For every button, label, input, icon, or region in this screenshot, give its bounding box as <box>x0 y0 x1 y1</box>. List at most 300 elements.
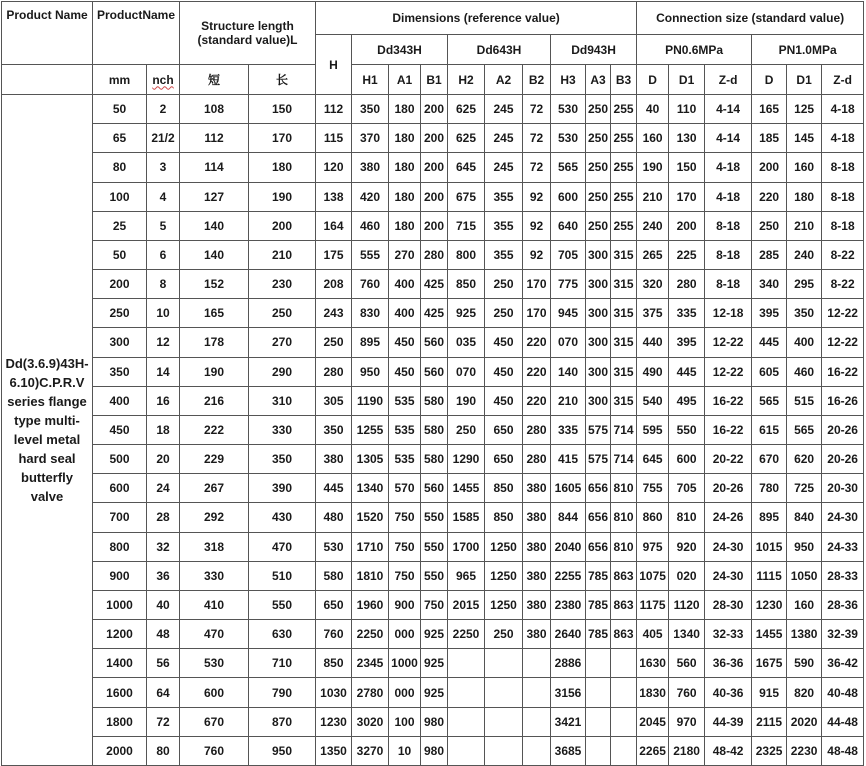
cell-a2: 250 <box>485 270 523 299</box>
cell-h: 115 <box>316 124 352 153</box>
cell-d1-pn06: 170 <box>669 182 705 211</box>
cell-length-long: 180 <box>249 153 316 182</box>
cell-b1: 980 <box>421 707 448 736</box>
cell-h2: 715 <box>448 211 485 240</box>
cell-a1: 750 <box>389 532 421 561</box>
cell-a2: 245 <box>485 124 523 153</box>
cell-b1: 560 <box>421 474 448 503</box>
cell-length-short: 330 <box>180 561 249 590</box>
cell-size-inch: 8 <box>147 270 180 299</box>
cell-h1: 2780 <box>352 678 389 707</box>
cell-a2: 450 <box>485 357 523 386</box>
cell-b2: 220 <box>523 357 551 386</box>
cell-h1: 460 <box>352 211 389 240</box>
cell-length-short: 190 <box>180 357 249 386</box>
cell-zd-pn10: 20-26 <box>822 445 864 474</box>
cell-d-pn06: 860 <box>637 503 669 532</box>
cell-d-pn06: 240 <box>637 211 669 240</box>
cell-zd-pn10: 16-26 <box>822 386 864 415</box>
cell-d1-pn06: 150 <box>669 153 705 182</box>
cell-zd-pn06: 44-39 <box>705 707 752 736</box>
header-d: D <box>637 65 669 95</box>
cell-h3: 2255 <box>551 561 586 590</box>
cell-d1-pn06: 550 <box>669 415 705 444</box>
cell-h: 760 <box>316 620 352 649</box>
cell-d-pn06: 405 <box>637 620 669 649</box>
cell-h1: 370 <box>352 124 389 153</box>
cell-d-pn10: 445 <box>752 328 787 357</box>
cell-size-mm: 350 <box>93 357 147 386</box>
cell-d-pn10: 200 <box>752 153 787 182</box>
cell-d-pn10: 1230 <box>752 590 787 619</box>
cell-size-mm: 1000 <box>93 590 147 619</box>
cell-a3 <box>586 707 611 736</box>
table-row <box>2 182 864 211</box>
cell-b2: 72 <box>523 153 551 182</box>
cell-size-mm: 50 <box>93 240 147 269</box>
cell-size-mm: 250 <box>93 299 147 328</box>
cell-d-pn10: 615 <box>752 415 787 444</box>
cell-b3: 863 <box>611 561 637 590</box>
cell-size-inch: 20 <box>147 445 180 474</box>
cell-d-pn10: 165 <box>752 95 787 124</box>
cell-length-long: 310 <box>249 386 316 415</box>
cell-d-pn06: 190 <box>637 153 669 182</box>
cell-d-pn06: 1175 <box>637 590 669 619</box>
table-row <box>2 124 864 153</box>
table-row <box>2 211 864 240</box>
cell-h2 <box>448 736 485 765</box>
cell-d-pn06: 755 <box>637 474 669 503</box>
cell-a3 <box>586 736 611 765</box>
cell-d1-pn06: 110 <box>669 95 705 124</box>
cell-b1: 550 <box>421 532 448 561</box>
cell-d1-pn10: 1380 <box>787 620 822 649</box>
cell-b3: 315 <box>611 299 637 328</box>
header-nch <box>147 65 180 95</box>
cell-a1: 570 <box>389 474 421 503</box>
cell-a1: 400 <box>389 270 421 299</box>
cell-a3: 785 <box>586 590 611 619</box>
cell-zd-pn10: 4-18 <box>822 124 864 153</box>
cell-zd-pn10: 24-33 <box>822 532 864 561</box>
table-row <box>2 240 864 269</box>
cell-length-long: 790 <box>249 678 316 707</box>
cell-b1: 560 <box>421 328 448 357</box>
cell-d1-pn06: 970 <box>669 707 705 736</box>
header-a1: A1 <box>389 65 421 95</box>
cell-b2: 220 <box>523 328 551 357</box>
cell-zd-pn10: 20-26 <box>822 415 864 444</box>
cell-a2: 250 <box>485 299 523 328</box>
cell-d1-pn10: 460 <box>787 357 822 386</box>
cell-zd-pn06: 12-18 <box>705 299 752 328</box>
cell-zd-pn06: 4-18 <box>705 182 752 211</box>
cell-d-pn06: 375 <box>637 299 669 328</box>
cell-b3 <box>611 707 637 736</box>
cell-h2: 925 <box>448 299 485 328</box>
cell-size-inch: 80 <box>147 736 180 765</box>
cell-h1: 1190 <box>352 386 389 415</box>
cell-h2: 965 <box>448 561 485 590</box>
cell-h2: 070 <box>448 357 485 386</box>
cell-zd-pn10: 12-22 <box>822 328 864 357</box>
cell-a1: 750 <box>389 503 421 532</box>
cell-zd-pn06: 40-36 <box>705 678 752 707</box>
cell-d-pn10: 395 <box>752 299 787 328</box>
cell-h2: 850 <box>448 270 485 299</box>
cell-zd-pn10: 4-18 <box>822 95 864 124</box>
cell-a1: 180 <box>389 95 421 124</box>
cell-d-pn10: 220 <box>752 182 787 211</box>
cell-b3 <box>611 649 637 678</box>
cell-b1: 980 <box>421 736 448 765</box>
cell-a3 <box>586 678 611 707</box>
cell-b1: 200 <box>421 182 448 211</box>
cell-h3: 140 <box>551 357 586 386</box>
cell-b1: 580 <box>421 415 448 444</box>
cell-length-short: 410 <box>180 590 249 619</box>
header-b3: B3 <box>611 65 637 95</box>
table-row <box>2 503 864 532</box>
cell-d-pn10: 1455 <box>752 620 787 649</box>
cell-d1-pn10: 125 <box>787 95 822 124</box>
cell-length-long: 430 <box>249 503 316 532</box>
cell-b1: 280 <box>421 240 448 269</box>
cell-length-long: 550 <box>249 590 316 619</box>
cell-h2: 1290 <box>448 445 485 474</box>
cell-a3: 785 <box>586 561 611 590</box>
cell-zd-pn06: 48-42 <box>705 736 752 765</box>
cell-size-mm: 800 <box>93 532 147 561</box>
cell-b3 <box>611 678 637 707</box>
cell-b2 <box>523 736 551 765</box>
cell-a3: 300 <box>586 270 611 299</box>
cell-b3: 714 <box>611 445 637 474</box>
cell-d1-pn10: 210 <box>787 211 822 240</box>
header-pn06: PN0.6MPa <box>637 35 752 65</box>
cell-a1: 1000 <box>389 649 421 678</box>
cell-zd-pn06: 4-14 <box>705 124 752 153</box>
cell-a1: 180 <box>389 153 421 182</box>
table-row <box>2 561 864 590</box>
header-zd-b: Z-d <box>822 65 864 95</box>
cell-h2: 1455 <box>448 474 485 503</box>
cell-d-pn06: 2045 <box>637 707 669 736</box>
cell-length-long: 150 <box>249 95 316 124</box>
table-row <box>2 386 864 415</box>
cell-b3: 255 <box>611 95 637 124</box>
cell-d-pn06: 540 <box>637 386 669 415</box>
cell-d1-pn06: 280 <box>669 270 705 299</box>
cell-length-short: 600 <box>180 678 249 707</box>
cell-h3: 210 <box>551 386 586 415</box>
cell-length-short: 530 <box>180 649 249 678</box>
cell-b1: 580 <box>421 386 448 415</box>
cell-d1-pn10: 295 <box>787 270 822 299</box>
cell-a2: 650 <box>485 445 523 474</box>
header-blank <box>2 65 93 95</box>
cell-a1: 750 <box>389 561 421 590</box>
cell-h2 <box>448 649 485 678</box>
cell-b3 <box>611 736 637 765</box>
cell-b2: 380 <box>523 590 551 619</box>
cell-length-short: 108 <box>180 95 249 124</box>
cell-zd-pn06: 16-22 <box>705 415 752 444</box>
cell-length-short: 178 <box>180 328 249 357</box>
cell-h2: 625 <box>448 95 485 124</box>
cell-zd-pn06: 24-30 <box>705 532 752 561</box>
cell-zd-pn10: 8-22 <box>822 270 864 299</box>
cell-a1: 400 <box>389 299 421 328</box>
cell-d-pn06: 160 <box>637 124 669 153</box>
cell-h2: 035 <box>448 328 485 357</box>
cell-b2: 220 <box>523 386 551 415</box>
cell-h1: 2250 <box>352 620 389 649</box>
cell-b2: 380 <box>523 503 551 532</box>
cell-size-mm: 500 <box>93 445 147 474</box>
cell-h: 243 <box>316 299 352 328</box>
cell-length-short: 127 <box>180 182 249 211</box>
cell-zd-pn10: 12-22 <box>822 299 864 328</box>
cell-length-short: 140 <box>180 240 249 269</box>
cell-h2: 1700 <box>448 532 485 561</box>
cell-b2: 380 <box>523 561 551 590</box>
header-product-name: Product Name <box>2 2 93 65</box>
cell-b2: 92 <box>523 240 551 269</box>
cell-b1: 200 <box>421 124 448 153</box>
cell-zd-pn10: 20-30 <box>822 474 864 503</box>
cell-b2: 380 <box>523 532 551 561</box>
table-row <box>2 736 864 765</box>
cell-size-inch: 64 <box>147 678 180 707</box>
cell-b1: 200 <box>421 95 448 124</box>
table-row <box>2 153 864 182</box>
cell-h3: 775 <box>551 270 586 299</box>
cell-length-short: 222 <box>180 415 249 444</box>
cell-size-inch: 3 <box>147 153 180 182</box>
cell-size-inch: 24 <box>147 474 180 503</box>
table-row <box>2 649 864 678</box>
cell-length-short: 112 <box>180 124 249 153</box>
header-h2: H2 <box>448 65 485 95</box>
header-d1: D1 <box>669 65 705 95</box>
header-h3: H3 <box>551 65 586 95</box>
cell-h2: 675 <box>448 182 485 211</box>
header-connection-size: Connection size (standard value) <box>637 2 864 35</box>
cell-a2 <box>485 649 523 678</box>
cell-h3: 640 <box>551 211 586 240</box>
cell-d-pn06: 210 <box>637 182 669 211</box>
cell-b1: 550 <box>421 561 448 590</box>
cell-a2 <box>485 707 523 736</box>
cell-a2: 1250 <box>485 561 523 590</box>
cell-length-long: 350 <box>249 445 316 474</box>
cell-size-inch: 18 <box>147 415 180 444</box>
cell-h3: 3156 <box>551 678 586 707</box>
cell-b3: 863 <box>611 620 637 649</box>
cell-a2: 355 <box>485 240 523 269</box>
cell-size-inch: 5 <box>147 211 180 240</box>
cell-h3: 565 <box>551 153 586 182</box>
cell-d1-pn06: 2180 <box>669 736 705 765</box>
cell-d1-pn06: 225 <box>669 240 705 269</box>
cell-h: 850 <box>316 649 352 678</box>
valve-spec-table <box>1 1 864 766</box>
cell-size-mm: 50 <box>93 95 147 124</box>
cell-a1: 270 <box>389 240 421 269</box>
cell-b1: 750 <box>421 590 448 619</box>
header-dd343h: Dd343H <box>352 35 448 65</box>
cell-a3: 250 <box>586 153 611 182</box>
cell-d-pn10: 340 <box>752 270 787 299</box>
cell-b2 <box>523 678 551 707</box>
cell-size-inch: 2 <box>147 95 180 124</box>
cell-d1-pn10: 590 <box>787 649 822 678</box>
cell-d1-pn06: 1340 <box>669 620 705 649</box>
cell-length-short: 267 <box>180 474 249 503</box>
cell-a2: 355 <box>485 182 523 211</box>
cell-length-long: 390 <box>249 474 316 503</box>
header-d-b: D <box>752 65 787 95</box>
cell-d-pn06: 440 <box>637 328 669 357</box>
cell-h: 1230 <box>316 707 352 736</box>
cell-h1: 3270 <box>352 736 389 765</box>
cell-h3: 2886 <box>551 649 586 678</box>
cell-a3: 250 <box>586 124 611 153</box>
cell-zd-pn10: 8-18 <box>822 182 864 211</box>
cell-zd-pn10: 24-30 <box>822 503 864 532</box>
cell-h2 <box>448 678 485 707</box>
table-body <box>2 95 864 766</box>
cell-length-long: 190 <box>249 182 316 211</box>
cell-zd-pn06: 20-26 <box>705 474 752 503</box>
cell-h2 <box>448 707 485 736</box>
cell-a3: 575 <box>586 445 611 474</box>
cell-h: 580 <box>316 561 352 590</box>
header-short: 短 <box>180 65 249 95</box>
cell-length-long: 710 <box>249 649 316 678</box>
cell-a3: 656 <box>586 474 611 503</box>
table-row <box>2 707 864 736</box>
cell-b3: 315 <box>611 357 637 386</box>
cell-zd-pn06: 4-14 <box>705 95 752 124</box>
cell-zd-pn10: 40-48 <box>822 678 864 707</box>
cell-length-long: 510 <box>249 561 316 590</box>
cell-size-inch: 40 <box>147 590 180 619</box>
header-nch-label: nch <box>152 72 174 87</box>
cell-d1-pn06: 920 <box>669 532 705 561</box>
cell-d1-pn10: 180 <box>787 182 822 211</box>
cell-a2 <box>485 678 523 707</box>
header-mm: mm <box>93 65 147 95</box>
cell-d-pn10: 1115 <box>752 561 787 590</box>
cell-d1-pn06: 560 <box>669 649 705 678</box>
cell-d-pn10: 670 <box>752 445 787 474</box>
cell-a1: 100 <box>389 707 421 736</box>
cell-b3: 810 <box>611 532 637 561</box>
cell-h3: 844 <box>551 503 586 532</box>
cell-size-mm: 25 <box>93 211 147 240</box>
cell-b1: 425 <box>421 270 448 299</box>
cell-h: 250 <box>316 328 352 357</box>
table-row <box>2 299 864 328</box>
table-row <box>2 590 864 619</box>
cell-b3: 255 <box>611 211 637 240</box>
cell-h1: 950 <box>352 357 389 386</box>
cell-length-long: 270 <box>249 328 316 357</box>
cell-d1-pn10: 840 <box>787 503 822 532</box>
cell-a2: 850 <box>485 474 523 503</box>
cell-d1-pn06: 020 <box>669 561 705 590</box>
cell-d-pn06: 595 <box>637 415 669 444</box>
cell-a3: 300 <box>586 299 611 328</box>
cell-a1: 535 <box>389 445 421 474</box>
cell-h3: 070 <box>551 328 586 357</box>
cell-h2: 800 <box>448 240 485 269</box>
cell-h1: 895 <box>352 328 389 357</box>
cell-b2: 380 <box>523 474 551 503</box>
cell-h3: 3421 <box>551 707 586 736</box>
cell-zd-pn10: 8-22 <box>822 240 864 269</box>
cell-a3: 300 <box>586 357 611 386</box>
cell-h2: 250 <box>448 415 485 444</box>
header-b1: B1 <box>421 65 448 95</box>
cell-size-inch: 48 <box>147 620 180 649</box>
cell-a1: 535 <box>389 415 421 444</box>
cell-h1: 350 <box>352 95 389 124</box>
cell-a1: 000 <box>389 678 421 707</box>
cell-h: 350 <box>316 415 352 444</box>
cell-b2: 170 <box>523 299 551 328</box>
cell-a3: 300 <box>586 328 611 357</box>
cell-d-pn06: 975 <box>637 532 669 561</box>
cell-d1-pn10: 2230 <box>787 736 822 765</box>
cell-h2: 645 <box>448 153 485 182</box>
table-row <box>2 532 864 561</box>
cell-a2: 1250 <box>485 532 523 561</box>
cell-d1-pn10: 240 <box>787 240 822 269</box>
cell-zd-pn06: 32-33 <box>705 620 752 649</box>
header-zd: Z-d <box>705 65 752 95</box>
cell-h1: 380 <box>352 153 389 182</box>
cell-d-pn06: 265 <box>637 240 669 269</box>
cell-b3: 863 <box>611 590 637 619</box>
header-structure-length: Structure length (standard value)L <box>180 2 316 65</box>
cell-h1: 1520 <box>352 503 389 532</box>
cell-d1-pn06: 810 <box>669 503 705 532</box>
cell-d1-pn10: 1050 <box>787 561 822 590</box>
cell-h1: 1960 <box>352 590 389 619</box>
header-dimensions: Dimensions (reference value) <box>316 2 637 35</box>
cell-size-mm: 65 <box>93 124 147 153</box>
cell-h: 380 <box>316 445 352 474</box>
cell-h: 175 <box>316 240 352 269</box>
header-dd943h: Dd943H <box>551 35 637 65</box>
cell-h2: 190 <box>448 386 485 415</box>
cell-b1: 550 <box>421 503 448 532</box>
cell-d-pn10: 565 <box>752 386 787 415</box>
cell-length-short: 292 <box>180 503 249 532</box>
cell-h1: 555 <box>352 240 389 269</box>
cell-d1-pn06: 130 <box>669 124 705 153</box>
cell-size-mm: 80 <box>93 153 147 182</box>
cell-a3: 300 <box>586 386 611 415</box>
cell-zd-pn10: 32-39 <box>822 620 864 649</box>
cell-size-inch: 56 <box>147 649 180 678</box>
cell-h3: 530 <box>551 95 586 124</box>
cell-h: 138 <box>316 182 352 211</box>
